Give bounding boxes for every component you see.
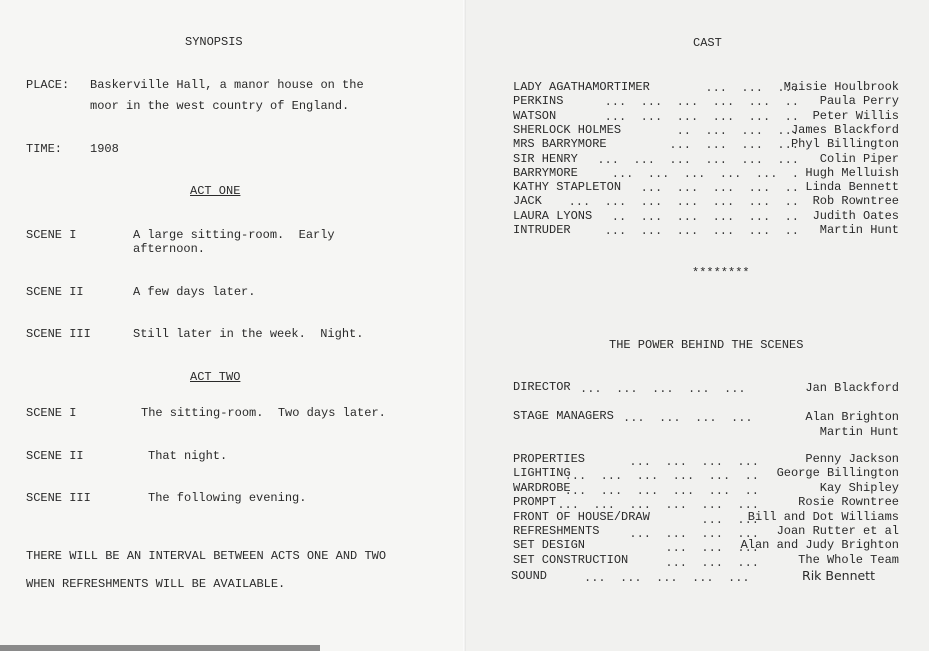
cast-role: PERKINS <box>513 94 564 109</box>
act-two-scene-2-desc: That night. <box>148 449 228 463</box>
sound-dots: ... ... ... ... ... <box>584 571 750 585</box>
stage-manager-2: Martin Hunt <box>819 425 899 439</box>
stage-managers-label: STAGE MANAGERS <box>513 409 614 423</box>
crew-leader-dots: ... ... ... <box>665 541 759 556</box>
crew-role: WARDROBE <box>513 480 571 495</box>
place-label: PLACE: <box>26 78 70 92</box>
act-one-scene-1-desc-2: afternoon. <box>133 242 206 256</box>
place-line-2: moor in the west country of England. <box>90 99 350 113</box>
cast-actor: Phyl Billington <box>790 137 899 152</box>
cast-actor: Colin Piper <box>819 151 899 166</box>
time-value: 1908 <box>90 142 119 156</box>
interval-line-1: THERE WILL BE AN INTERVAL BETWEEN ACTS ONE AND TWO <box>26 549 387 563</box>
crew-member: The Whole Team <box>798 552 899 567</box>
cast-actor: Maisie Houlbrook <box>783 80 899 94</box>
cast-actor: Martin Hunt <box>819 223 899 237</box>
crew-leader-dots: ... ... ... ... ... ... <box>557 498 759 513</box>
act-two-scene-1-desc: The sitting-room. Two days later. <box>141 406 386 420</box>
act-one-scene-3-label: SCENE III <box>26 327 91 341</box>
act-one-scene-3-desc: Still later in the week. Night. <box>133 327 364 341</box>
cast-leader-dots: ... ... ... ... ... . <box>611 166 799 181</box>
crew-leader-dots: ... ... ... ... <box>629 527 759 541</box>
act-two-title: ACT TWO <box>190 370 241 384</box>
crew-leader-dots: ... ... ... ... ... .. <box>564 483 759 498</box>
act-two-scene-1-label: SCENE I <box>26 406 77 420</box>
time-label: TIME: <box>26 142 63 156</box>
cast-leader-dots: .. ... ... ... <box>676 123 799 138</box>
crew-role: SET CONSTRUCTION <box>513 552 629 567</box>
cast-role: SIR HENRY <box>513 151 578 166</box>
cast-role: BARRYMORE <box>513 165 578 180</box>
crew-leader-dots: ... ... <box>701 512 759 527</box>
act-one-scene-1-label: SCENE I <box>26 228 77 242</box>
bottom-edge <box>0 645 320 651</box>
crew-leader-dots: ... ... ... ... <box>629 455 759 469</box>
cast-heading: CAST <box>693 36 722 50</box>
cast-actor: James Blackford <box>790 122 899 137</box>
cast-actor: Paula Perry <box>819 94 899 109</box>
crew-member: Rosie Rowntree <box>798 495 899 510</box>
place-line-1: Baskerville Hall, a manor house on the <box>90 78 364 92</box>
crew-member: George Billington <box>776 466 899 481</box>
crew-role: PROMPT <box>513 495 557 510</box>
cast-leader-dots: ... ... ... ... .. <box>640 181 799 196</box>
act-two-scene-3-desc: The following evening. <box>148 491 307 505</box>
cast-role: LADY AGATHAMORTIMER <box>513 80 650 94</box>
interval-line-2: WHEN REFRESHMENTS WILL BE AVAILABLE. <box>26 577 286 591</box>
crew-leader-dots: ... ... ... <box>665 555 759 570</box>
act-one-title: ACT ONE <box>190 184 241 198</box>
cast-role: LAURA LYONS <box>513 208 593 223</box>
cast-role: SHERLOCK HOLMES <box>513 122 622 137</box>
cast-leader-dots: ... ... ... ... ... ... <box>597 152 799 167</box>
crew-leader-dots: ... ... ... ... ... .. <box>564 469 759 484</box>
crew-role: SET DESIGN <box>513 538 586 553</box>
crew-role: REFRESHMENTS <box>513 524 600 538</box>
act-one-scene-2-desc: A few days later. <box>133 285 256 299</box>
act-one-scene-2-label: SCENE II <box>26 285 84 299</box>
cast-leader-dots: ... ... ... ... ... .. <box>604 95 799 110</box>
crew-role: LIGHTING <box>513 466 571 481</box>
cast-role: INTRUDER <box>513 223 571 237</box>
cast-role: MRS BARRYMORE <box>513 137 607 152</box>
cast-leader-dots: ... ... ... ... <box>669 138 799 153</box>
crew-member: Kay Shipley <box>819 480 899 495</box>
cast-role: KATHY STAPLETON <box>513 180 622 195</box>
crew-heading: THE POWER BEHIND THE SCENES <box>609 338 804 352</box>
cast-actor: Hugh Melluish <box>805 165 899 180</box>
crew-role: PROPERTIES <box>513 452 586 466</box>
cast-leader-dots: ... ... ... ... ... .. <box>604 224 799 238</box>
cast-page <box>466 0 929 651</box>
cast-role: WATSON <box>513 108 557 123</box>
cast-actor: Linda Bennett <box>805 180 899 195</box>
cast-separator: ******** <box>692 266 750 280</box>
sound-label: SOUND <box>511 569 548 583</box>
act-two-scene-2-label: SCENE II <box>26 449 84 463</box>
act-one-scene-1-desc: A large sitting-room. Early <box>133 228 335 242</box>
cast-role: JACK <box>513 194 542 209</box>
synopsis-heading: SYNOPSIS <box>185 35 243 49</box>
crew-member: Joan Rutter et al <box>776 524 899 538</box>
crew-member: Bill and Dot Williams <box>747 509 899 524</box>
director-label: DIRECTOR <box>513 380 571 394</box>
cast-actor: Judith Oates <box>812 208 899 223</box>
director-name: Jan Blackford <box>805 381 899 395</box>
cast-actor: Rob Rowntree <box>812 194 899 209</box>
stage-manager-1: Alan Brighton <box>805 410 899 424</box>
sound-name: Rik Bennett <box>802 568 875 583</box>
cast-leader-dots: .. ... ... ... ... .. <box>611 209 799 224</box>
cast-leader-dots: ... ... ... ... ... .. <box>604 109 799 124</box>
crew-member: Alan and Judy Brighton <box>740 538 899 553</box>
cast-leader-dots: ... ... ... ... ... ... .. <box>568 195 799 210</box>
cast-actor: Peter Willis <box>812 108 899 123</box>
director-dots: ... ... ... ... ... <box>580 382 746 396</box>
crew-member: Penny Jackson <box>805 452 899 466</box>
act-two-scene-3-label: SCENE III <box>26 491 91 505</box>
cast-leader-dots: ... ... ... <box>705 81 799 95</box>
stage-managers-dots: ... ... ... ... <box>623 411 753 425</box>
crew-role: FRONT OF HOUSE/DRAW <box>513 509 650 524</box>
